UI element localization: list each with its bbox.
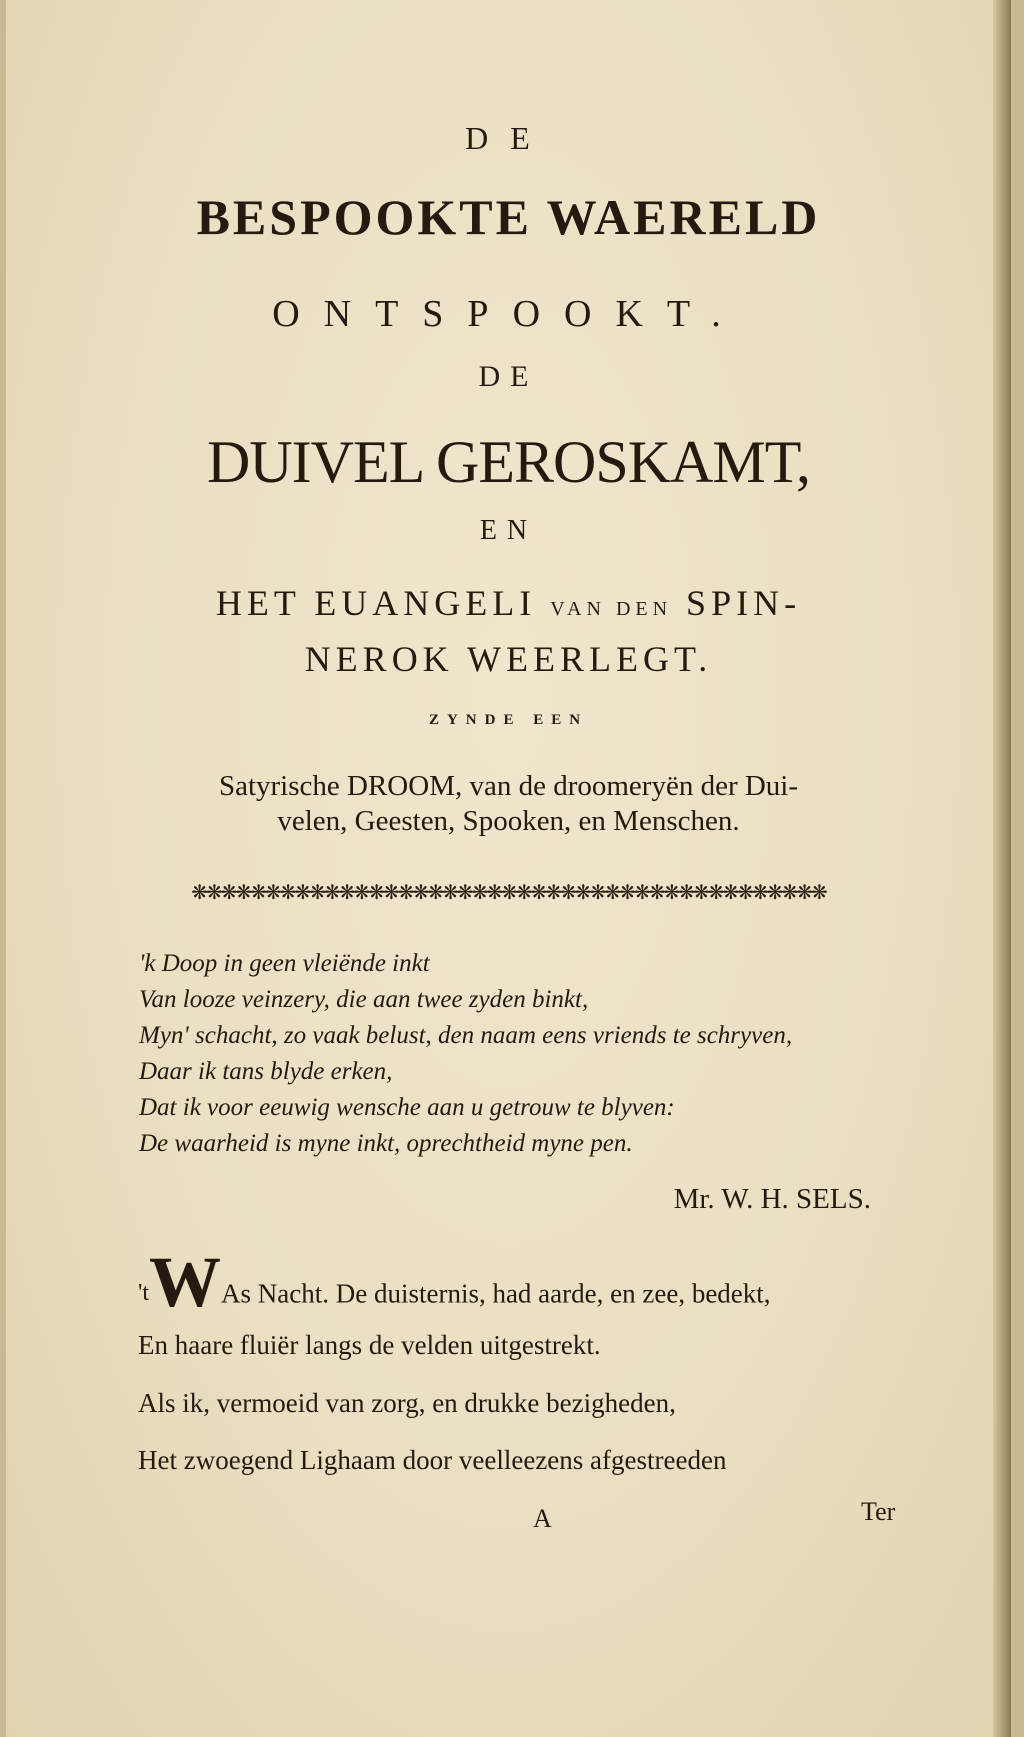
page-edge-shadow [993, 0, 1011, 1737]
drop-initial: W [149, 1242, 221, 1322]
body-line-2: En haare fluiër langs de velden uitgestrekt. [138, 1330, 601, 1360]
title-zynde-een: ZYNDE EEN [428, 712, 589, 728]
title-line-duivel-geroskamt: DUIVEL GEROSKAMT, [207, 429, 810, 495]
title-line-bespookte-waereld: BESPOOKTE WAERELD [196, 189, 821, 245]
ornament-rule: ❋❋❋❋❋❋❋❋❋❋❋❋❋❋❋❋❋❋❋❋❋❋❋❋❋❋❋❋❋❋❋❋❋❋❋❋❋❋❋❋❋❋❋ [191, 880, 826, 904]
poem-line-6: De waarheid is myne inkt, oprechtheid myne pen. [139, 1130, 633, 1157]
subtitle-line-2: velen, Geesten, Spooken, en Menschen. [277, 805, 740, 837]
title-line-euangeli-c: SPIN- [686, 583, 802, 623]
body-line-1 [138, 1242, 771, 1322]
book-page [6, 0, 1011, 1737]
title-conjunction-en: EN [479, 515, 538, 546]
subtitle-line-1: Satyrische DROOM, van de droomeryën der Dui- [218, 770, 799, 802]
poem-line-3: Myn' schacht, zo vaak belust, den naam eens vriends te schryven, [139, 1022, 793, 1049]
title-line-euangeli [6, 582, 1011, 624]
poem-attribution: Mr. W. H. SELS. [673, 1183, 871, 1215]
title-line-ontspookt: ONTSPOOKT. [272, 293, 745, 335]
title-article-de-second: DE [478, 360, 539, 393]
title-line-euangeli-b: VAN DEN [550, 598, 673, 620]
poem-line-1: 'k Doop in geen vleiënde inkt [139, 950, 430, 977]
poem-line-4: Daar ik tans blyde erken, [139, 1058, 393, 1085]
catchword: Ter [861, 1497, 896, 1526]
body-line-3: Als ik, vermoeid van zorg, en drukke bezigheden, [138, 1388, 676, 1418]
title-article-de: DE [465, 120, 552, 156]
title-line-euangeli-a: HET EUANGELI [215, 583, 537, 623]
body-line-4: Het zwoegend Lighaam door veelleezens afgestreeden [138, 1445, 727, 1475]
poem-line-2: Van looze veinzery, die aan twee zyden binkt, [139, 986, 589, 1013]
signature-mark: A [533, 1504, 552, 1533]
body-line-1-text: As Nacht. De duisternis, had aarde, en zee, bedekt, [221, 1278, 771, 1309]
body-line-1-prefix: 't [138, 1280, 149, 1307]
poem-line-5: Dat ik voor eeuwig wensche aan u getrouw te blyven: [139, 1094, 675, 1121]
title-line-nerok-weerlegt: NEROK WEERLEGT. [304, 639, 713, 679]
